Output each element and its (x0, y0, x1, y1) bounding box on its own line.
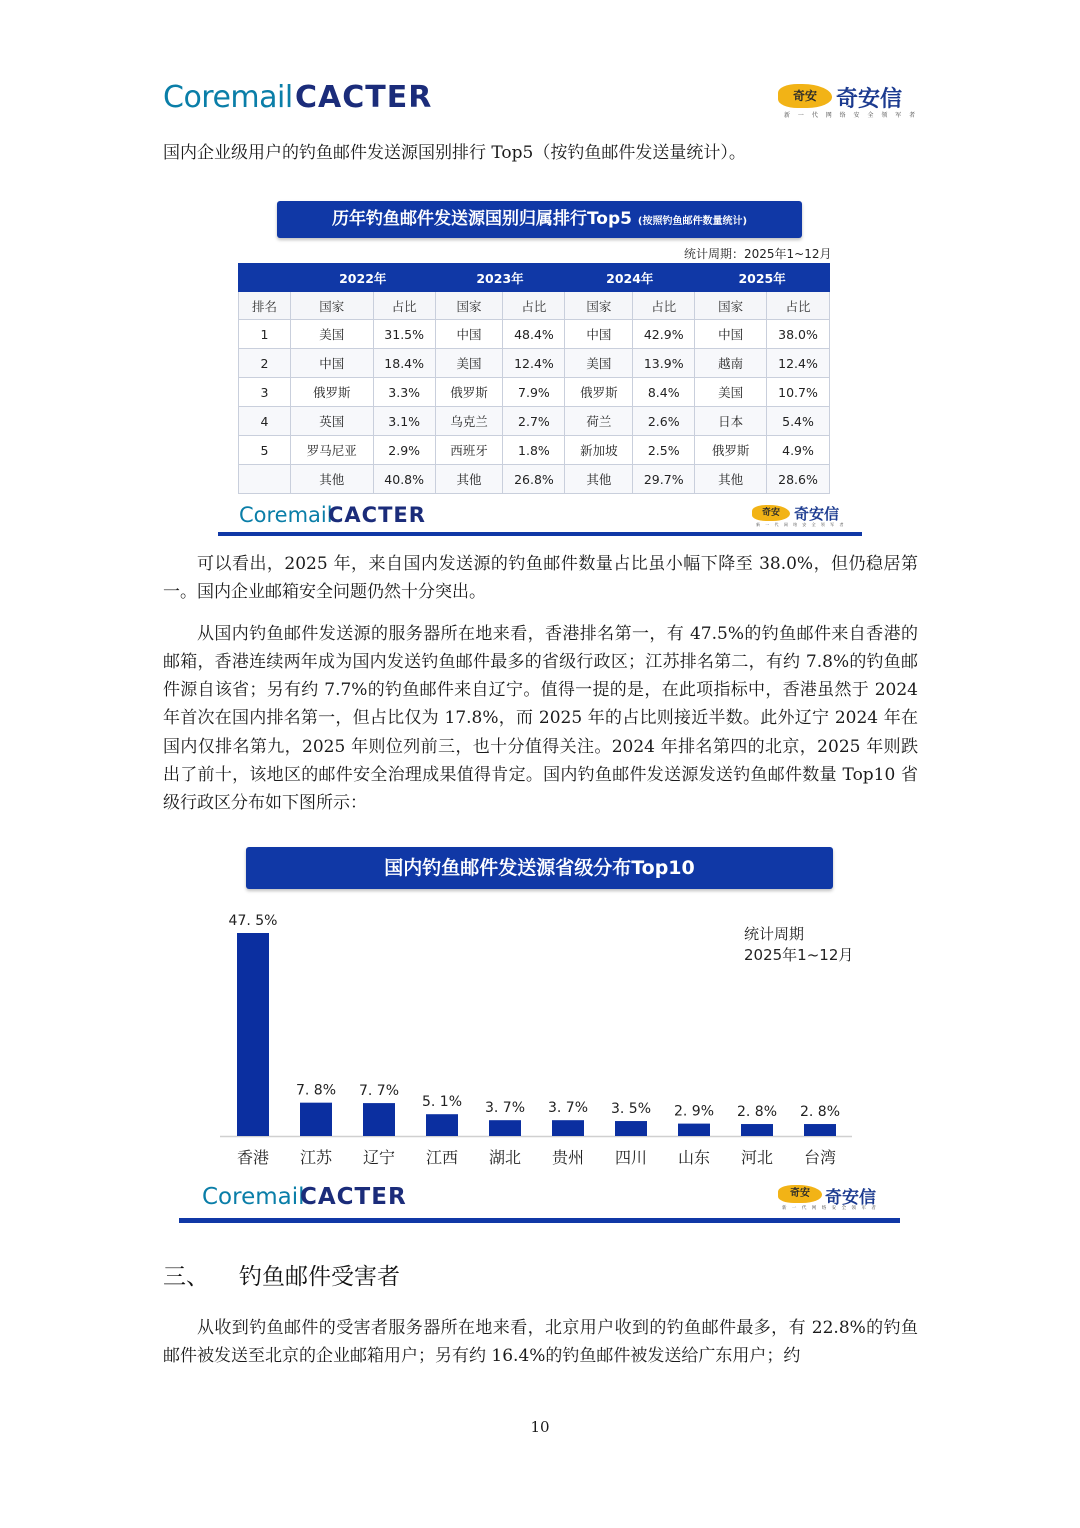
share-cell: 31.5% (373, 320, 435, 349)
share-cell: 38.0% (767, 320, 830, 349)
qax-mark-icon: 奇安 (752, 505, 790, 521)
country-cell: 西班牙 (435, 436, 503, 465)
country-cell: 英国 (290, 407, 373, 436)
bar (237, 933, 269, 1136)
bar-value-label: 3. 7% (484, 1100, 526, 1117)
table-column-header-row (239, 292, 830, 320)
qax-mark-icon: 奇安 (778, 84, 832, 108)
year-header: 2023年 (435, 264, 565, 292)
share-cell: 29.7% (633, 465, 695, 494)
table-body (239, 320, 830, 494)
col-header-country: 国家 (695, 292, 767, 320)
section-title: 钓鱼邮件受害者 (239, 1264, 400, 1290)
bar (741, 1124, 773, 1136)
bar-chart-coremail-logo: Coremail (202, 1184, 305, 1210)
share-cell: 10.7% (767, 378, 830, 407)
table-chart-qax-logo (752, 503, 847, 529)
share-cell: 8.4% (633, 378, 695, 407)
table-chart-period: 统计周期：2025年1~12月 (684, 247, 832, 261)
bar-chart-bottom-rule (179, 1218, 900, 1223)
bar (363, 1103, 395, 1136)
country-cell: 俄罗斯 (565, 378, 633, 407)
section-paragraph (163, 1314, 918, 1384)
rank-cell: 1 (239, 320, 291, 349)
body-text (163, 550, 918, 831)
share-cell: 4.9% (767, 436, 830, 465)
share-cell: 18.4% (373, 349, 435, 378)
category-label: 湖北 (488, 1148, 522, 1167)
share-cell: 26.8% (503, 465, 565, 494)
share-cell: 40.8% (373, 465, 435, 494)
col-header-rank: 排名 (239, 292, 291, 320)
country-cell: 俄罗斯 (695, 436, 767, 465)
bar (552, 1120, 584, 1136)
country-rank-table (238, 263, 830, 494)
col-header-country: 国家 (565, 292, 633, 320)
category-label: 江西 (425, 1148, 459, 1167)
share-cell: 3.1% (373, 407, 435, 436)
country-cell: 其他 (290, 465, 373, 494)
country-cell: 俄罗斯 (435, 378, 503, 407)
province-bar-chart (210, 905, 860, 1185)
rank-cell: 2 (239, 349, 291, 378)
section-heading (163, 1258, 400, 1291)
table-corner-cell (239, 264, 291, 292)
bar-chart-period-range: 2025年1~12月 (744, 946, 854, 964)
share-cell: 42.9% (633, 320, 695, 349)
table-row (239, 465, 830, 494)
table-chart-title-note: (按照钓鱼邮件数量统计) (637, 216, 748, 227)
intro-line: 国内企业级用户的钓鱼邮件发送源国别排行 Top5（按钓鱼邮件发送量统计）。 (163, 143, 746, 163)
share-cell: 12.4% (503, 349, 565, 378)
bar-value-label: 7. 7% (358, 1083, 400, 1100)
country-cell: 乌克兰 (435, 407, 503, 436)
table-year-header-row (239, 264, 830, 292)
category-label: 四川 (614, 1148, 648, 1167)
qax-tagline: 新 一 代 网 络 安 全 领 军 者 (784, 112, 919, 119)
bar-chart-qax-logo (778, 1183, 883, 1213)
bar-chart-title-banner: 国内钓鱼邮件发送源省级分布Top10 (246, 847, 833, 889)
qax-name: 奇安信 (836, 87, 903, 112)
table-row (239, 349, 830, 378)
rank-cell (239, 465, 291, 494)
country-cell: 美国 (290, 320, 373, 349)
page-number: 10 (530, 1418, 550, 1436)
country-cell: 荷兰 (565, 407, 633, 436)
share-cell: 28.6% (767, 465, 830, 494)
year-header: 2025年 (695, 264, 830, 292)
bar-value-label: 2. 9% (673, 1103, 715, 1120)
country-cell: 中国 (695, 320, 767, 349)
col-header-share: 占比 (503, 292, 565, 320)
share-cell: 3.3% (373, 378, 435, 407)
share-cell: 2.6% (633, 407, 695, 436)
bar (678, 1124, 710, 1136)
category-label: 江苏 (299, 1148, 333, 1167)
category-label: 台湾 (803, 1148, 837, 1167)
body-paragraph: 可以看出，2025 年，来自国内发送源的钓鱼邮件数量占比虽小幅下降至 38.0%，但仍稳居第一。国内企业邮箱安全问题仍然十分突出。 (163, 554, 918, 603)
bar (426, 1114, 458, 1136)
share-cell: 5.4% (767, 407, 830, 436)
bar (489, 1120, 521, 1136)
share-cell: 2.9% (373, 436, 435, 465)
share-cell: 7.9% (503, 378, 565, 407)
bar-value-label: 2. 8% (799, 1104, 841, 1121)
country-cell: 其他 (565, 465, 633, 494)
table-chart-title: 历年钓鱼邮件发送源国别归属排行Top5 (331, 209, 632, 229)
body-paragraph: 从国内钓鱼邮件发送源的服务器所在地来看，香港排名第一，有 47.5%的钓鱼邮件来自香港的邮箱，香港连续两年成为国内发送钓鱼邮件最多的省级行政区；江苏排名第二，有约 7.8%的钓鱼邮件源自该省；另有约 7.7%的钓鱼邮件来自辽宁。值得一提的是，在此项指标中，香港虽然于 2024 年首次在国内排名第一，但占比仅为 17.8%，而 2025 年的占比则接近半数。此外辽宁 2024 年在国内仅排名第九，2025 年则位列前三，也十分值得关注。2024 年排名第四的北京，2025 年则跌出了前十，该地区的邮件安全治理成果值得肯定。国内钓鱼邮件发送源发送钓鱼邮件数量 Top10 省级行政区分布如下图所示： (163, 623, 918, 814)
cacter-logo: CACTER (295, 80, 433, 115)
col-header-share: 占比 (373, 292, 435, 320)
share-cell: 13.9% (633, 349, 695, 378)
bar (615, 1121, 647, 1136)
category-label: 河北 (740, 1148, 774, 1167)
rank-cell: 5 (239, 436, 291, 465)
table-row (239, 378, 830, 407)
country-cell: 美国 (435, 349, 503, 378)
share-cell: 48.4% (503, 320, 565, 349)
col-header-country: 国家 (435, 292, 503, 320)
coremail-logo: Coremail (163, 80, 293, 115)
table-row (239, 320, 830, 349)
country-cell: 越南 (695, 349, 767, 378)
qax-mark-icon: 奇安 (778, 1185, 822, 1203)
table-chart-cacter-logo: CACTER (328, 503, 426, 527)
qax-logo (778, 80, 919, 122)
table-chart-coremail-logo: Coremail (239, 503, 333, 527)
bar-value-label: 3. 5% (610, 1101, 652, 1118)
year-header: 2022年 (290, 264, 435, 292)
country-cell: 其他 (695, 465, 767, 494)
table-row (239, 407, 830, 436)
col-header-country: 国家 (290, 292, 373, 320)
qax-tagline: 新 一 代 网 络 安 全 领 军 者 (782, 1206, 878, 1211)
table-chart-bottom-rule (218, 532, 862, 536)
country-cell: 俄罗斯 (290, 378, 373, 407)
country-cell: 罗马尼亚 (290, 436, 373, 465)
table-chart-title-banner (277, 201, 802, 238)
category-label: 贵州 (551, 1148, 585, 1167)
qax-tagline: 新 一 代 网 络 安 全 领 军 者 (756, 522, 846, 527)
rank-cell: 3 (239, 378, 291, 407)
bar-value-label: 2. 8% (736, 1104, 778, 1121)
share-cell: 2.5% (633, 436, 695, 465)
bar-value-label: 5. 1% (421, 1094, 463, 1111)
col-header-share: 占比 (633, 292, 695, 320)
category-label: 辽宁 (362, 1148, 396, 1167)
rank-cell: 4 (239, 407, 291, 436)
bar (300, 1103, 332, 1136)
country-cell: 其他 (435, 465, 503, 494)
table-row (239, 436, 830, 465)
bar-chart-period-label: 统计周期 (744, 925, 805, 943)
qax-name: 奇安信 (794, 505, 840, 523)
bar-chart-cacter-logo: CACTER (300, 1184, 407, 1210)
body-paragraph: 从收到钓鱼邮件的受害者服务器所在地来看，北京用户收到的钓鱼邮件最多，有 22.8%的钓鱼邮件被发送至北京的企业邮箱用户；另有约 16.4%的钓鱼邮件被发送给广东用户；约 (163, 1318, 918, 1367)
category-label: 山东 (677, 1148, 711, 1167)
section-number: 三、 (163, 1264, 209, 1290)
bar (804, 1124, 836, 1136)
bar-value-label: 7. 8% (295, 1082, 337, 1099)
country-cell: 中国 (565, 320, 633, 349)
qax-name: 奇安信 (825, 1188, 876, 1208)
country-cell: 美国 (695, 378, 767, 407)
country-cell: 美国 (565, 349, 633, 378)
country-cell: 新加坡 (565, 436, 633, 465)
country-cell: 中国 (290, 349, 373, 378)
share-cell: 2.7% (503, 407, 565, 436)
country-cell: 中国 (435, 320, 503, 349)
category-label: 香港 (236, 1148, 270, 1167)
share-cell: 12.4% (767, 349, 830, 378)
bar-value-label: 47. 5% (228, 913, 278, 929)
country-cell: 日本 (695, 407, 767, 436)
share-cell: 1.8% (503, 436, 565, 465)
col-header-share: 占比 (767, 292, 830, 320)
bar-value-label: 3. 7% (547, 1100, 589, 1117)
year-header: 2024年 (565, 264, 695, 292)
